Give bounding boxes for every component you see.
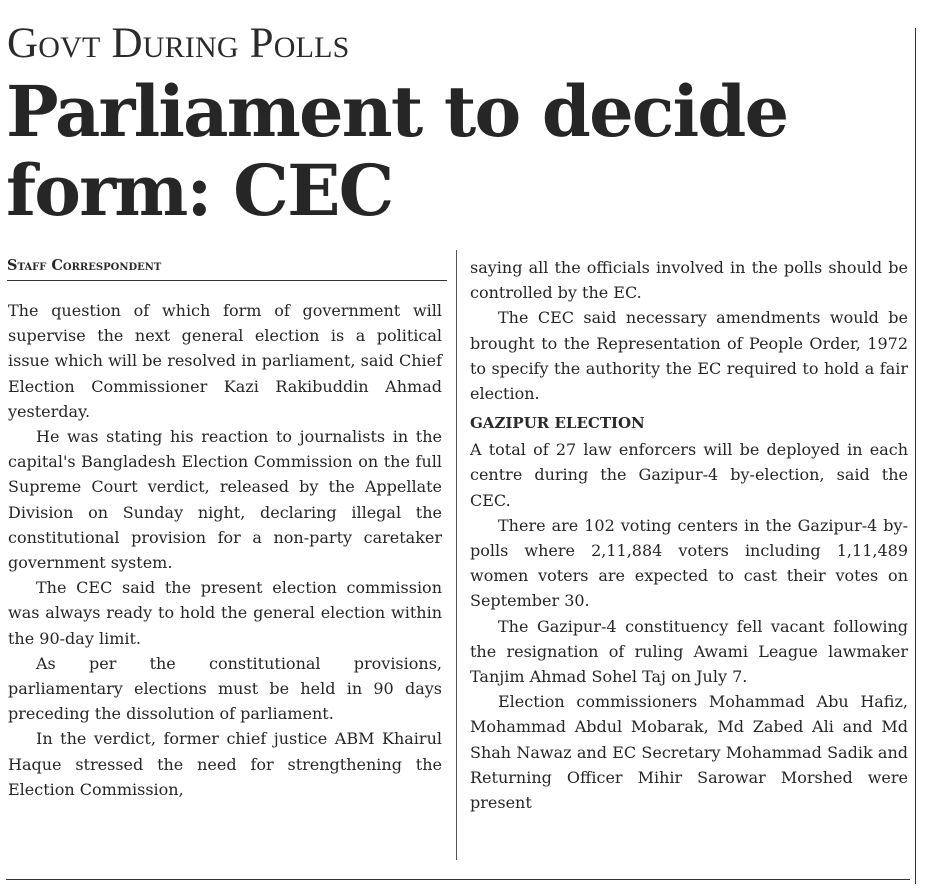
headline: Parliament to decide form: CEC [6, 70, 788, 232]
kicker: Govt During Polls [7, 20, 350, 67]
paragraph: The CEC said the present election commission was always ready to hold the general election within the 90-day limit. [8, 578, 442, 648]
paragraph: A total of 27 law enforcers will be deployed in each centre during the Gazipur-4 by-election, said the CEC. [470, 440, 908, 510]
byline-rule [7, 280, 447, 281]
article-column-2 [470, 255, 908, 815]
paragraph: In the verdict, former chief justice ABM Khairul Haque stressed the need for strengthening the Election Commission, [8, 729, 442, 799]
column-divider [456, 250, 457, 860]
bottom-rule [6, 879, 910, 880]
article-column-1 [8, 298, 442, 802]
paragraph: Election commissioners Mohammad Abu Hafiz, Mohammad Abdul Mobarak, Md Zabed Ali and Md Shah Nawaz and EC Secretary Mohammad Sadik and Returning Officer Mihir Sarowar Morshed were present [470, 692, 908, 813]
paragraph: The question of which form of government will supervise the next general election is a political issue which will be resolved in parliament, said Chief Election Commissioner Kazi Rakibuddin Ahmad yesterday. [8, 301, 442, 421]
byline: Staff Correspondent [7, 257, 162, 274]
paragraph: The CEC said necessary amendments would be brought to the Representation of People Order, 1972 to specify the authority the EC required to hold a fair election. [470, 308, 908, 404]
paragraph: He was stating his reaction to journalists in the capital's Bangladesh Election Commission on the full Supreme Court verdict, released by the Appellate Division on Sunday night, declaring illegal the constitutional provision for a non-party caretaker government system. [8, 427, 442, 573]
paragraph: saying all the officials involved in the polls should be controlled by the EC. [470, 258, 908, 303]
paragraph: There are 102 voting centers in the Gazipur-4 by-polls where 2,11,884 voters including 1,11,489 women voters are expected to cast their votes on September 30. [470, 515, 908, 611]
subheading: GAZIPUR ELECTION [470, 414, 645, 433]
paragraph: As per the constitutional provisions, parliamentary elections must be held in 90 days preceding the dissolution of parliament. [8, 653, 442, 724]
right-column-rule [915, 28, 916, 884]
paragraph: The Gazipur-4 constituency fell vacant following the resignation of ruling Awami League lawmaker Tanjim Ahmad Sohel Taj on July 7. [470, 616, 908, 687]
